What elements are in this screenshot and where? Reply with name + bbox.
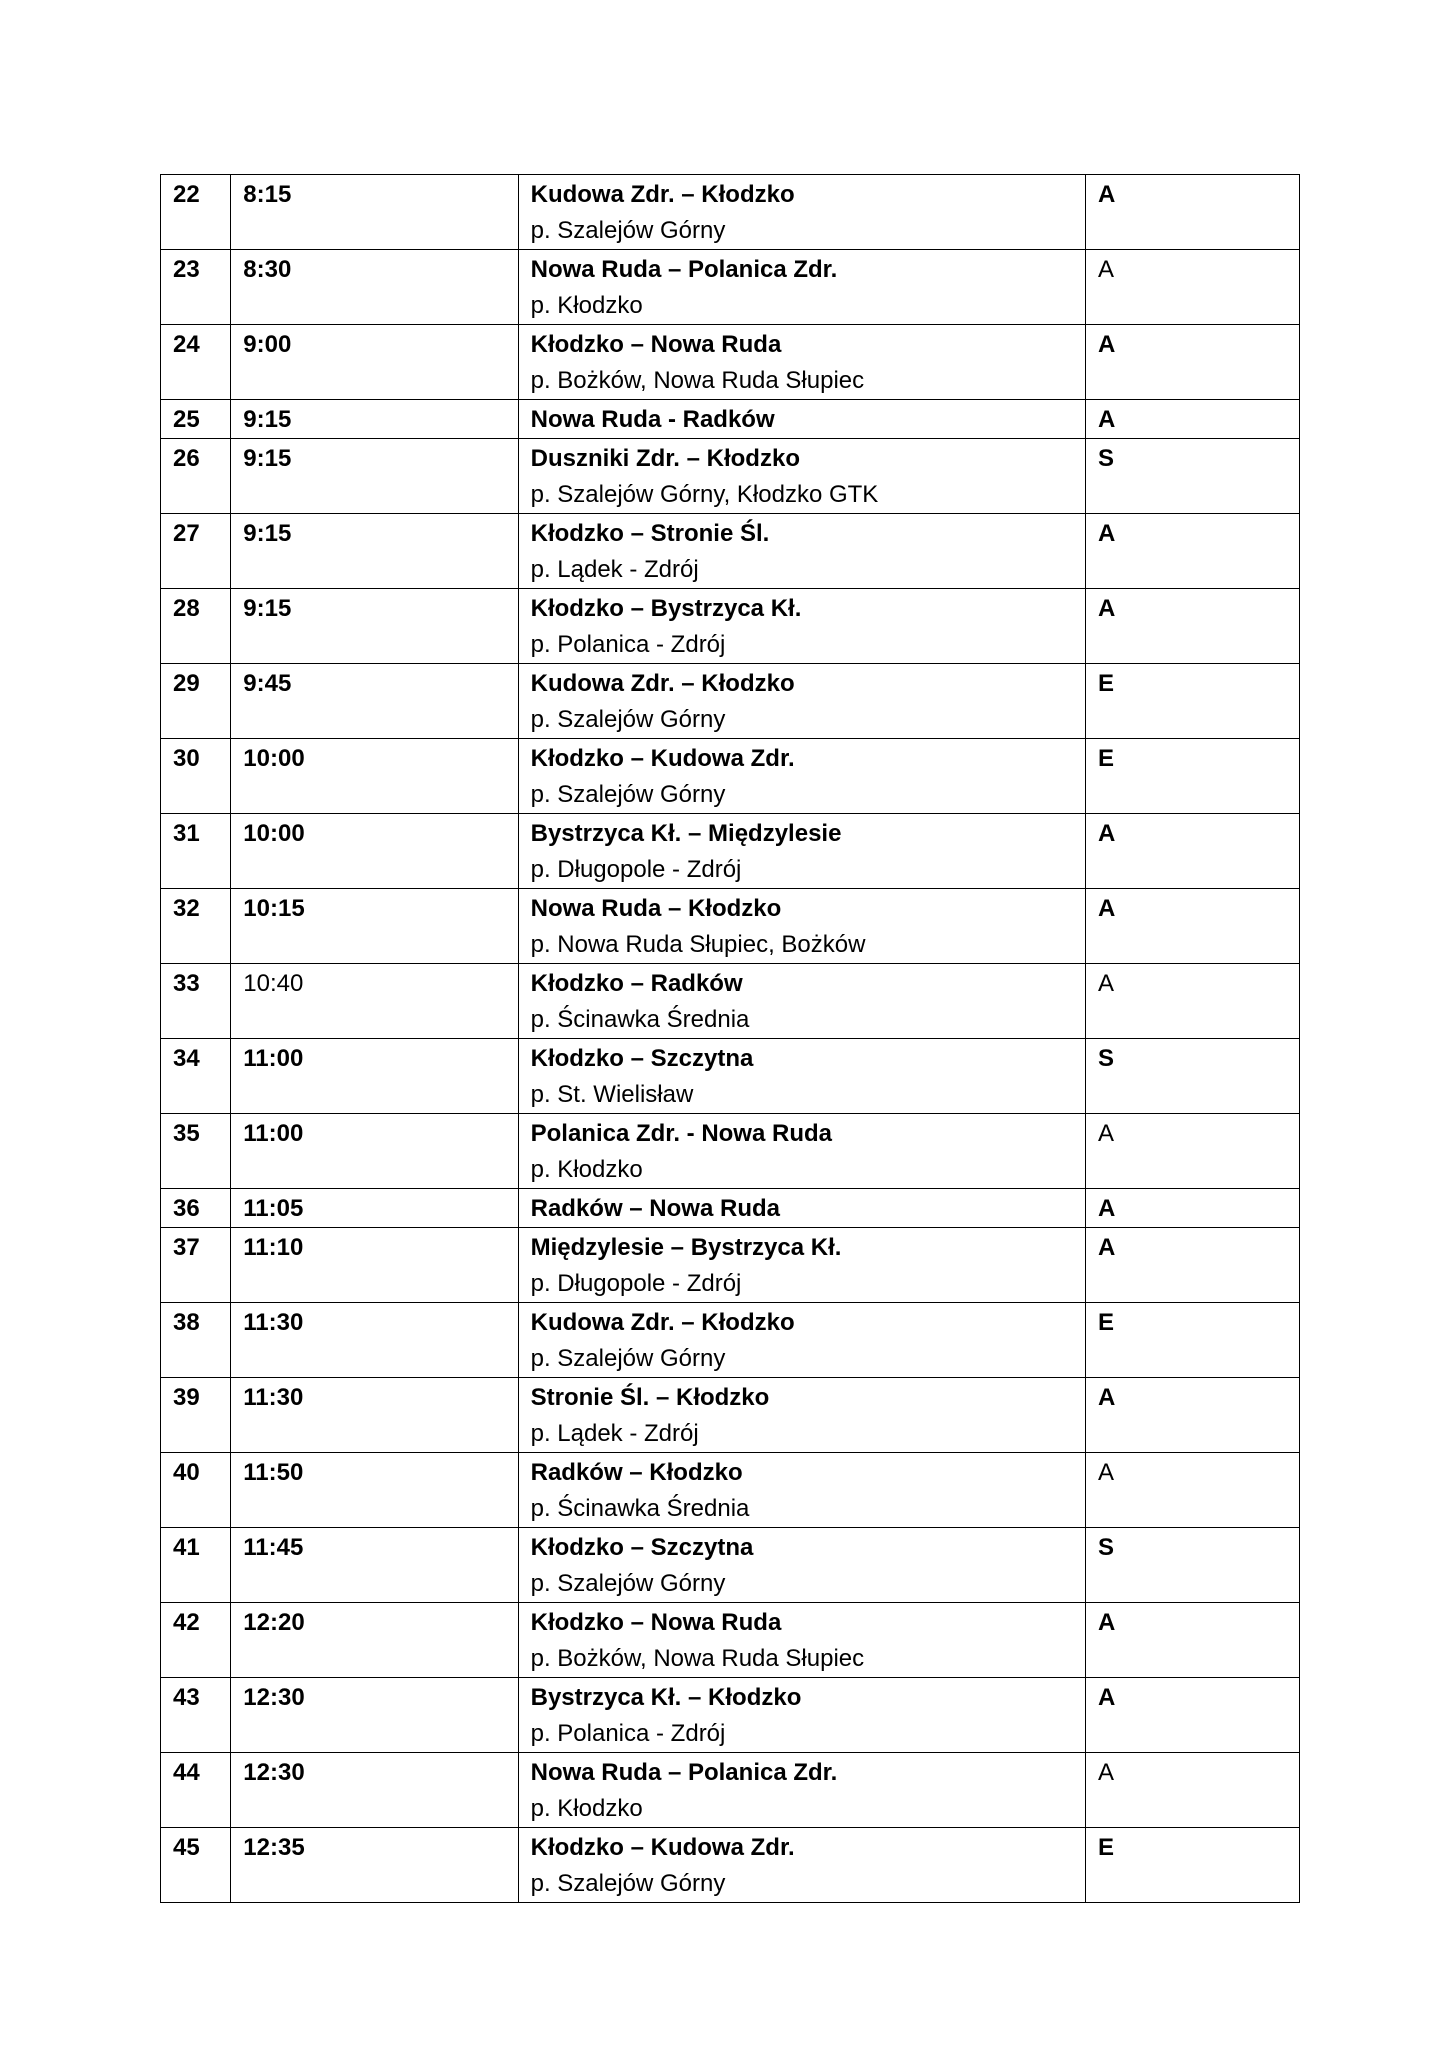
table-row: [161, 964, 1300, 1039]
table-row: [161, 1114, 1300, 1189]
table-row: [161, 1753, 1300, 1828]
service-type: A: [1086, 1189, 1300, 1228]
route-via: p. Nowa Ruda Słupiec, Bożków: [530, 931, 866, 958]
service-type: E: [1086, 1303, 1300, 1378]
service-type: E: [1086, 664, 1300, 739]
row-number: 32: [161, 889, 231, 964]
route-via: p. Szalejów Górny: [530, 781, 726, 808]
row-number: 26: [161, 439, 231, 514]
table-row: [161, 1228, 1300, 1303]
table-row: [161, 589, 1300, 664]
route-name: Nowa Ruda - Radków: [530, 406, 775, 433]
table-row: [161, 739, 1300, 814]
route-via: p. Kłodzko: [530, 1795, 643, 1822]
route-name: Bystrzyca Kł. – Międzylesie: [530, 820, 842, 847]
row-number: 42: [161, 1603, 231, 1678]
service-type: A: [1086, 889, 1300, 964]
row-number: 45: [161, 1828, 231, 1903]
route-via: p. Polanica - Zdrój: [530, 1720, 726, 1747]
route-name: Nowa Ruda – Polanica Zdr.: [530, 1759, 838, 1786]
route-via: p. Ścinawka Średnia: [530, 1006, 750, 1033]
route-cell: [518, 1528, 1085, 1603]
route-via: p. Bożków, Nowa Ruda Słupiec: [530, 1645, 865, 1672]
route-via: p. Długopole - Zdrój: [530, 856, 742, 883]
table-row: [161, 814, 1300, 889]
route-via: p. Kłodzko: [530, 1156, 643, 1183]
service-type: A: [1086, 514, 1300, 589]
departure-time: 11:10: [231, 1228, 518, 1303]
route-name: Międzylesie – Bystrzyca Kł.: [530, 1234, 842, 1261]
row-number: 41: [161, 1528, 231, 1603]
service-type: S: [1086, 1528, 1300, 1603]
route-name: Kudowa Zdr. – Kłodzko: [530, 1309, 795, 1336]
departure-time: 10:00: [231, 814, 518, 889]
departure-time: 12:30: [231, 1753, 518, 1828]
departure-time: 11:00: [231, 1114, 518, 1189]
route-name: Radków – Nowa Ruda: [530, 1195, 780, 1222]
route-cell: [518, 514, 1085, 589]
service-type: A: [1086, 250, 1300, 325]
table-row: [161, 250, 1300, 325]
route-cell: [518, 589, 1085, 664]
route-cell: [518, 814, 1085, 889]
service-type: A: [1086, 400, 1300, 439]
table-row: [161, 1189, 1300, 1228]
service-type: A: [1086, 1114, 1300, 1189]
row-number: 30: [161, 739, 231, 814]
service-type: A: [1086, 1603, 1300, 1678]
row-number: 24: [161, 325, 231, 400]
departure-time: 12:30: [231, 1678, 518, 1753]
table-row: [161, 439, 1300, 514]
route-via: p. Kłodzko: [530, 292, 643, 319]
departure-time: 9:00: [231, 325, 518, 400]
route-name: Radków – Kłodzko: [530, 1459, 743, 1486]
route-cell: [518, 400, 1085, 439]
row-number: 39: [161, 1378, 231, 1453]
departure-time: 12:35: [231, 1828, 518, 1903]
service-type: A: [1086, 1678, 1300, 1753]
service-type: S: [1086, 439, 1300, 514]
row-number: 23: [161, 250, 231, 325]
route-cell: [518, 889, 1085, 964]
route-via: p. Polanica - Zdrój: [530, 631, 726, 658]
departure-time: 11:30: [231, 1378, 518, 1453]
route-via: p. Lądek - Zdrój: [530, 556, 699, 583]
route-name: Kłodzko – Bystrzyca Kł.: [530, 595, 802, 622]
row-number: 28: [161, 589, 231, 664]
service-type: E: [1086, 1828, 1300, 1903]
route-cell: [518, 325, 1085, 400]
route-via: p. St. Wielisław: [530, 1081, 694, 1108]
departure-time: 9:15: [231, 400, 518, 439]
route-cell: [518, 1453, 1085, 1528]
route-name: Nowa Ruda – Kłodzko: [530, 895, 782, 922]
route-cell: [518, 739, 1085, 814]
route-via: p. Szalejów Górny, Kłodzko GTK: [530, 481, 879, 508]
schedule-body: [161, 175, 1300, 1903]
departure-time: 9:45: [231, 664, 518, 739]
route-cell: [518, 250, 1085, 325]
departure-time: 9:15: [231, 589, 518, 664]
route-cell: [518, 1189, 1085, 1228]
row-number: 29: [161, 664, 231, 739]
table-row: [161, 664, 1300, 739]
table-row: [161, 1828, 1300, 1903]
row-number: 36: [161, 1189, 231, 1228]
row-number: 22: [161, 175, 231, 250]
route-via: p. Długopole - Zdrój: [530, 1270, 742, 1297]
table-row: [161, 1603, 1300, 1678]
departure-time: 12:20: [231, 1603, 518, 1678]
table-row: [161, 1678, 1300, 1753]
route-cell: [518, 1228, 1085, 1303]
service-type: A: [1086, 175, 1300, 250]
route-name: Kłodzko – Stronie Śl.: [530, 520, 770, 547]
route-cell: [518, 1303, 1085, 1378]
row-number: 40: [161, 1453, 231, 1528]
departure-time: 11:05: [231, 1189, 518, 1228]
service-type: A: [1086, 589, 1300, 664]
route-name: Kłodzko – Nowa Ruda: [530, 1609, 782, 1636]
service-type: A: [1086, 1453, 1300, 1528]
route-via: p. Szalejów Górny: [530, 1345, 726, 1372]
table-row: [161, 325, 1300, 400]
route-name: Kłodzko – Szczytna: [530, 1534, 754, 1561]
schedule-table: [160, 174, 1300, 1903]
departure-time: 9:15: [231, 514, 518, 589]
table-row: [161, 1378, 1300, 1453]
departure-time: 11:30: [231, 1303, 518, 1378]
route-cell: [518, 1678, 1085, 1753]
route-name: Bystrzyca Kł. – Kłodzko: [530, 1684, 802, 1711]
route-name: Kłodzko – Radków: [530, 970, 743, 997]
route-cell: [518, 1603, 1085, 1678]
route-name: Kłodzko – Kudowa Zdr.: [530, 745, 795, 772]
row-number: 27: [161, 514, 231, 589]
table-row: [161, 1039, 1300, 1114]
table-row: [161, 1528, 1300, 1603]
route-via: p. Lądek - Zdrój: [530, 1420, 699, 1447]
departure-time: 11:50: [231, 1453, 518, 1528]
departure-time: 9:15: [231, 439, 518, 514]
table-row: [161, 175, 1300, 250]
service-type: A: [1086, 1753, 1300, 1828]
service-type: E: [1086, 739, 1300, 814]
route-cell: [518, 1828, 1085, 1903]
route-cell: [518, 964, 1085, 1039]
row-number: 43: [161, 1678, 231, 1753]
service-type: S: [1086, 1039, 1300, 1114]
route-via: p. Szalejów Górny: [530, 217, 726, 244]
route-cell: [518, 1753, 1085, 1828]
table-row: [161, 889, 1300, 964]
row-number: 25: [161, 400, 231, 439]
row-number: 37: [161, 1228, 231, 1303]
route-name: Kudowa Zdr. – Kłodzko: [530, 670, 795, 697]
table-row: [161, 400, 1300, 439]
route-name: Stronie Śl. – Kłodzko: [530, 1384, 770, 1411]
route-cell: [518, 175, 1085, 250]
route-via: p. Szalejów Górny: [530, 706, 726, 733]
service-type: A: [1086, 325, 1300, 400]
row-number: 31: [161, 814, 231, 889]
departure-time: 8:30: [231, 250, 518, 325]
route-via: p. Szalejów Górny: [530, 1570, 726, 1597]
route-cell: [518, 1039, 1085, 1114]
service-type: A: [1086, 814, 1300, 889]
departure-time: 11:45: [231, 1528, 518, 1603]
service-type: A: [1086, 964, 1300, 1039]
route-via: p. Ścinawka Średnia: [530, 1495, 750, 1522]
departure-time: 10:00: [231, 739, 518, 814]
route-via: p. Bożków, Nowa Ruda Słupiec: [530, 367, 865, 394]
departure-time: 8:15: [231, 175, 518, 250]
route-name: Nowa Ruda – Polanica Zdr.: [530, 256, 838, 283]
row-number: 33: [161, 964, 231, 1039]
route-name: Kudowa Zdr. – Kłodzko: [530, 181, 795, 208]
departure-time: 10:40: [231, 964, 518, 1039]
route-cell: [518, 664, 1085, 739]
departure-time: 11:00: [231, 1039, 518, 1114]
row-number: 35: [161, 1114, 231, 1189]
table-row: [161, 1453, 1300, 1528]
route-name: Kłodzko – Kudowa Zdr.: [530, 1834, 795, 1861]
route-cell: [518, 1378, 1085, 1453]
route-name: Kłodzko – Nowa Ruda: [530, 331, 782, 358]
departure-time: 10:15: [231, 889, 518, 964]
row-number: 44: [161, 1753, 231, 1828]
service-type: A: [1086, 1228, 1300, 1303]
route-via: p. Szalejów Górny: [530, 1870, 726, 1897]
row-number: 34: [161, 1039, 231, 1114]
route-cell: [518, 439, 1085, 514]
route-name: Kłodzko – Szczytna: [530, 1045, 754, 1072]
route-cell: [518, 1114, 1085, 1189]
route-name: Polanica Zdr. - Nowa Ruda: [530, 1120, 832, 1147]
route-name: Duszniki Zdr. – Kłodzko: [530, 445, 800, 472]
row-number: 38: [161, 1303, 231, 1378]
service-type: A: [1086, 1378, 1300, 1453]
table-row: [161, 1303, 1300, 1378]
table-row: [161, 514, 1300, 589]
